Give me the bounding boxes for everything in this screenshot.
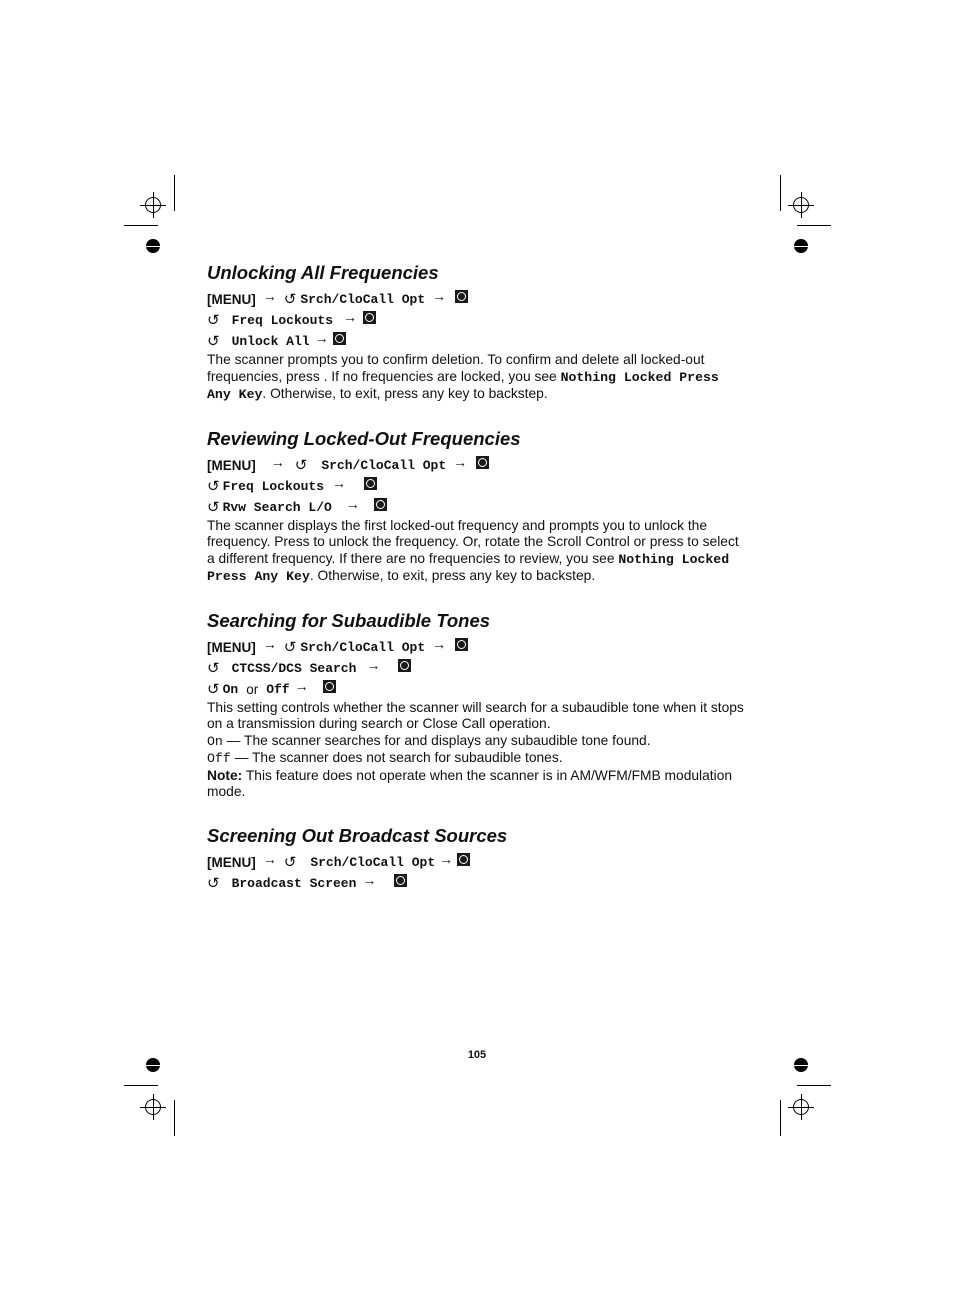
manual-page-content	[207, 262, 747, 918]
nav-path-line	[207, 476, 747, 497]
crop-line	[780, 1100, 781, 1136]
option-label: Off	[207, 751, 231, 766]
crosshair-icon	[145, 197, 161, 213]
arrow-right-icon: →	[366, 656, 381, 673]
nav-path-line	[207, 852, 747, 873]
arrow-right-icon: →	[345, 495, 360, 512]
page-number: 105	[467, 1049, 487, 1061]
arrow-right-icon: →	[432, 635, 447, 652]
rotate-icon: ↺	[207, 477, 220, 495]
arrow-right-icon: →	[294, 677, 309, 694]
or-text: or	[246, 681, 259, 697]
arrow-right-icon: →	[432, 288, 447, 304]
arrow-right-icon: →	[270, 453, 285, 470]
crop-line	[174, 1100, 175, 1136]
rotate-icon: ↺	[207, 498, 220, 516]
select-button-icon	[363, 311, 376, 324]
nav-path-line	[207, 658, 747, 679]
arrow-right-icon: →	[362, 871, 377, 888]
section-broadcast-sources	[207, 825, 747, 894]
arrow-right-icon: →	[314, 330, 329, 346]
select-button-icon	[455, 638, 468, 651]
section-heading: Reviewing Locked-Out Frequencies	[207, 427, 521, 449]
crop-line	[174, 175, 175, 211]
crop-line	[124, 1085, 158, 1086]
section-unlocking-all	[207, 262, 747, 404]
crosshair-icon	[145, 1099, 161, 1115]
crop-line	[797, 1085, 831, 1086]
note-paragraph: Note: This feature does not operate when the scanner is in AM/WFM/FMB modulation mode.	[207, 767, 733, 799]
rotate-icon: ↺	[283, 638, 297, 656]
select-button-icon	[364, 477, 377, 490]
rotate-icon: ↺	[207, 659, 220, 677]
menu-key: [MENU]	[207, 292, 256, 307]
section-heading: Unlocking All Frequencies	[207, 262, 439, 283]
menu-option: Rvw Search L/O	[222, 499, 332, 515]
rotate-icon: ↺	[207, 312, 220, 329]
select-button-icon	[476, 456, 489, 469]
option-off: Off	[266, 681, 290, 697]
menu-key: [MENU]	[207, 854, 256, 870]
menu-option: Unlock All	[231, 334, 310, 349]
body-paragraph: The scanner prompts you to confirm deletion. To confirm and delete all locked-out frequencies, press . If no frequencies are locked, you see Nothing Locked Press Any Key. Otherwise, to exit, press any key to backstep.	[207, 352, 719, 402]
select-button-icon	[374, 498, 387, 511]
nav-path-line	[207, 497, 747, 518]
option-label: On	[207, 733, 223, 749]
registration-dot-icon	[146, 239, 160, 253]
select-button-icon	[455, 290, 468, 303]
menu-option: Freq Lockouts	[231, 313, 333, 328]
select-button-icon	[333, 332, 346, 345]
nav-path-line	[207, 679, 747, 700]
menu-option: Srch/CloCall Opt	[310, 854, 436, 870]
menu-option: Broadcast Screen	[231, 875, 357, 891]
menu-key: [MENU]	[207, 639, 256, 655]
arrow-right-icon: →	[343, 309, 357, 325]
crop-line	[780, 175, 781, 211]
option-description-off: Off — The scanner does not search for subaudible tones.	[207, 750, 563, 766]
arrow-right-icon: →	[453, 453, 468, 470]
nav-path-line	[207, 455, 747, 476]
nav-path-line	[207, 637, 747, 658]
nav-path-line	[207, 310, 747, 331]
select-button-icon	[398, 659, 411, 672]
select-button-icon	[323, 680, 336, 693]
rotate-icon: ↺	[294, 456, 308, 474]
display-message: Nothing Locked Press Any Key	[207, 369, 719, 402]
rotate-icon: ↺	[207, 333, 220, 350]
menu-option: Srch/CloCall Opt	[321, 457, 447, 473]
crosshair-icon	[793, 197, 809, 213]
section-reviewing-locked-out	[207, 428, 747, 586]
menu-option: Srch/CloCall Opt	[300, 639, 426, 655]
crop-line	[124, 225, 158, 226]
section-heading: Screening Out Broadcast Sources	[207, 824, 508, 846]
select-button-icon	[394, 874, 407, 887]
arrow-right-icon: →	[262, 288, 277, 304]
body-paragraph: The scanner displays the first locked-out frequency and prompts you to unlock the frequency. Press to unlock the frequency. Or, rotate the Scroll Control or press to select a different frequency. If there are no frequencies to review, you see Nothing Locked Press Any Key. Otherwise, to exit, press any key to backstep.	[207, 517, 739, 584]
nav-path-line	[207, 289, 747, 310]
menu-option: Srch/CloCall Opt	[300, 292, 426, 307]
rotate-icon: ↺	[207, 874, 220, 892]
section-subaudible-tones	[207, 610, 747, 801]
note-label: Note:	[207, 767, 243, 783]
rotate-icon: ↺	[207, 680, 220, 698]
select-button-icon	[457, 853, 470, 866]
menu-option: CTCSS/DCS Search	[231, 660, 357, 676]
body-paragraph: This setting controls whether the scanner will search for a subaudible tone when it stops on a transmission during search or Close Call operation.	[207, 699, 744, 731]
arrow-right-icon: →	[439, 850, 454, 867]
crop-line	[797, 225, 831, 226]
section-heading: Searching for Subaudible Tones	[207, 609, 491, 631]
display-message: Nothing Locked Press Any Key	[207, 551, 730, 584]
arrow-right-icon: →	[262, 635, 277, 652]
crosshair-icon	[793, 1099, 809, 1115]
menu-key: [MENU]	[207, 457, 256, 473]
arrow-right-icon: →	[262, 850, 277, 867]
option-description-on: On — The scanner searches for and displays any subaudible tone found.	[207, 732, 651, 749]
rotate-icon: ↺	[283, 853, 297, 871]
nav-path-line	[207, 873, 747, 894]
registration-dot-icon	[794, 239, 808, 253]
menu-option: Freq Lockouts	[222, 478, 324, 494]
rotate-icon: ↺	[283, 291, 297, 308]
nav-path-line	[207, 331, 747, 352]
option-on: On	[222, 681, 239, 697]
arrow-right-icon: →	[332, 474, 346, 491]
